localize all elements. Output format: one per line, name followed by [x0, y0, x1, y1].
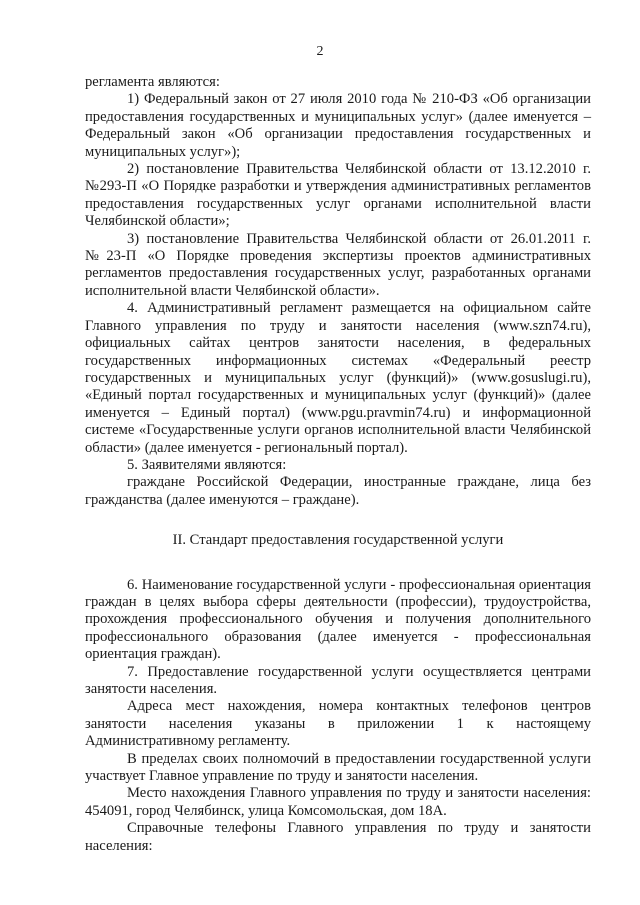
document-body: [85, 74, 591, 855]
paragraph-phones: Справочные телефоны Главного управления по труду и занятости населения:: [85, 820, 591, 854]
paragraph-continuation: регламента являются:: [85, 74, 220, 90]
paragraph-item-1: 1) Федеральный закон от 27 июля 2010 года № 210-ФЗ «Об организации предоставления государственных и муниципальных услуг» (далее именуется – Федеральный закон «Об организации предоставления государственных и муниципальных услуг»);: [85, 91, 591, 160]
paragraph-point-7: 7. Предоставление государственной услуги осуществляется центрами занятости населения.: [85, 663, 591, 697]
paragraph-applicants: граждане Российской Федерации, иностранные граждане, лица без гражданства (далее именуются – граждане).: [85, 474, 591, 508]
paragraph-point-5: 5. Заявителями являются:: [127, 456, 287, 473]
paragraph-item-2: 2) постановление Правительства Челябинской области от 13.12.2010 г. №293-П «О Порядке разработки и утверждения административных регламентов предоставления государственных услуг органами исполнительной власти Челябинской области»;: [85, 161, 591, 230]
paragraph-point-4: 4. Административный регламент размещается на официальном сайте Главного управления по труду и занятости населения (www.szn74.ru), официальных сайтах центров занятости населения, в федеральных государственных информационных системах «Федеральный реестр государственных и муниципальных услуг (функций)» (www.gosuslugi.ru), «Единый портал государственных и муниципальных услуг (функций)» (далее именуется – Единый портал) (www.pgu.pravmin74.ru) и информационной системе «Государственные услуги органов исполнительной власти Челябинской области» (далее именуется - региональный портал).: [85, 300, 591, 456]
paragraph-point-6: 6. Наименование государственной услуги - профессиональная ориентация граждан в целях выбора сферы деятельности (профессии), трудоустройства, прохождения профессионального обучения и получения дополнительного профессионального образования (далее именуется - профессиональная ориентация граждан).: [85, 576, 591, 663]
section-heading: II. Стандарт предоставления государственной услуги: [172, 532, 504, 549]
paragraph-participation: В пределах своих полномочий в предоставлении государственной услуги участвует Главное управление по труду и занятости населения.: [85, 750, 591, 785]
paragraph-addresses: Адреса мест нахождения, номера контактных телефонов центров занятости населения указаны в приложении 1 к настоящему Административному регламенту.: [85, 698, 591, 750]
paragraph-item-3: 3) постановление Правительства Челябинской области от 26.01.2011 г. №23-П «О Порядке проведения экспертизы проектов административных регламентов предоставления государственных услуг, разработанных органами исполнительной власти Челябинской области».: [85, 230, 591, 299]
paragraph-location: Место нахождения Главного управления по труду и занятости населения: 454091, город Челябинск, улица Комсомольская, дом 18А.: [85, 785, 591, 819]
page-number: 2: [316, 44, 324, 59]
